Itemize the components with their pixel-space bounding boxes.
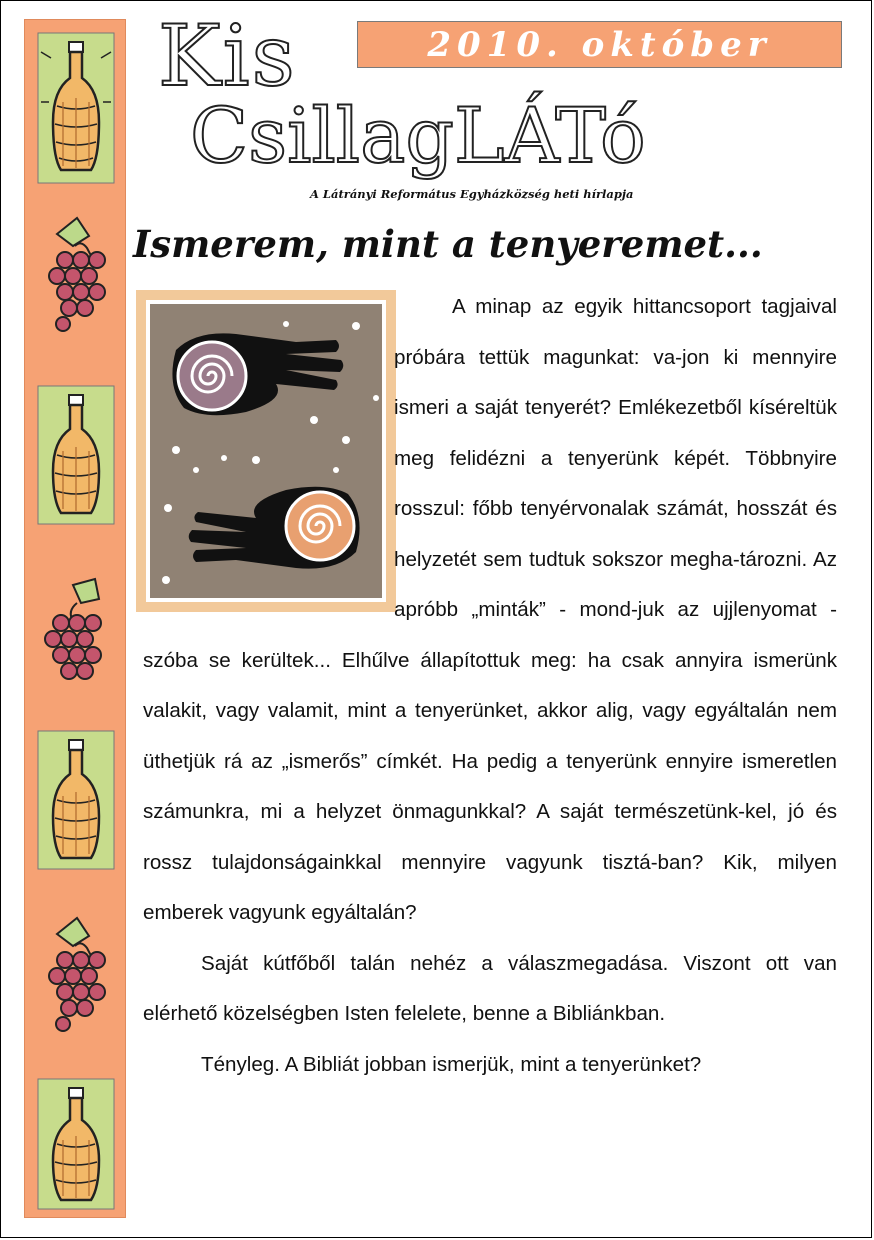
wine-bottle-icon	[37, 1078, 115, 1210]
decorative-strip	[24, 19, 126, 1218]
issue-date: 2010. október	[427, 24, 772, 65]
article-body	[143, 282, 837, 1090]
grapes-icon	[37, 210, 115, 340]
wine-bottle-icon	[37, 730, 115, 870]
article-headline: Ismerem, mint a tenyeremet...	[133, 222, 763, 266]
wine-bottle-icon	[37, 385, 115, 525]
article-paragraph: A minap az egyik hittancsoport tagjaival próbára tettük magunkat: va-jon ki mennyire ismeri a saját tenyerét? Emlékezetből kíséreltük meg felidézni a tenyerünk képét. Többnyire rosszul: főbb tenyérvonalak számát, hosszát és helyzetét sem tudtuk sokszor megha-tározni. Az apróbb „minták” - mond-juk az ujjlenyomat - szóba se kerültek... Elhűlve állapítottuk meg: ha csak annyira ismerünk valakit, vagy valamit, mint a tenyerünket, akkor alig, vagy egyáltalán nem üthetjük rá az „ismerős” címkét. Ha pedig a tenyerünk ennyire ismeretlen számunkra, mi a helyzet önmagunkkal? A saját természetünk-kel, jó és rossz tulajdonságainkkal mennyire vagyunk tisztá-ban? Kik, milyen emberek vagyunk egyáltalán?	[143, 295, 837, 924]
masthead-title-line1: Kis	[158, 7, 297, 105]
illustration-spacer	[136, 282, 394, 634]
article-paragraph: Tényleg. A Bibliát jobban ismerjük, mint a tenyerünket?	[201, 1052, 702, 1076]
masthead-subtitle: A Látrányi Református Egyházközség heti hírlapja	[310, 187, 634, 201]
grapes-icon	[37, 910, 115, 1040]
masthead-title-line2: CsillagLÁTó	[190, 91, 646, 180]
date-banner	[357, 21, 842, 68]
article-paragraph: Saját kútfőből talán nehéz a válaszmegadása. Viszont ott van elérhető közelségben Isten felelete, benne a Bibliánkban.	[143, 951, 837, 1025]
wine-bottle-icon	[37, 32, 115, 184]
grapes-icon	[37, 575, 115, 695]
